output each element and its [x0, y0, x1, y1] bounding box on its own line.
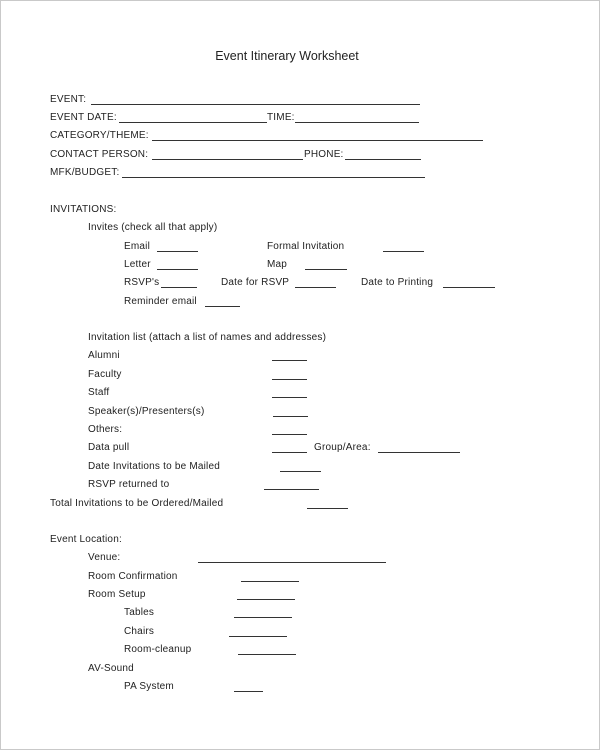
venue-field[interactable]	[198, 562, 386, 563]
group-area-label: Group/Area:	[314, 442, 371, 453]
pa-system-label: PA System	[124, 681, 174, 692]
av-sound-label: AV-Sound	[88, 663, 134, 674]
event-field[interactable]	[91, 104, 420, 105]
tables-field[interactable]	[234, 617, 292, 618]
total-invitations-label: Total Invitations to be Ordered/Mailed	[50, 498, 224, 509]
date-mailed-label: Date Invitations to be Mailed	[88, 461, 220, 472]
invitation-list-label: Invitation list (attach a list of names and addresses)	[88, 332, 327, 343]
event-location-heading: Event Location:	[50, 534, 122, 545]
speakers-label: Speaker(s)/Presenters(s)	[88, 406, 205, 417]
map-label: Map	[267, 259, 288, 270]
category-theme-label: CATEGORY/THEME:	[50, 130, 149, 141]
invitations-heading: INVITATIONS:	[50, 204, 117, 215]
staff-field[interactable]	[272, 397, 307, 398]
page-title: Event Itinerary Worksheet	[215, 49, 359, 63]
event-label: EVENT:	[50, 94, 87, 105]
invites-label: Invites (check all that apply)	[88, 222, 218, 233]
group-area-field[interactable]	[378, 452, 460, 453]
date-for-rsvp-label: Date for RSVP	[221, 277, 290, 288]
email-label: Email	[124, 241, 151, 252]
chairs-field[interactable]	[229, 636, 287, 637]
phone-label: PHONE:	[304, 149, 344, 160]
mfk-budget-field[interactable]	[122, 177, 425, 178]
faculty-label: Faculty	[88, 369, 122, 380]
data-pull-label: Data pull	[88, 442, 130, 453]
alumni-label: Alumni	[88, 350, 120, 361]
letter-label: Letter	[124, 259, 151, 270]
contact-person-field[interactable]	[152, 159, 303, 160]
email-field[interactable]	[157, 251, 198, 252]
data-pull-field[interactable]	[272, 452, 307, 453]
date-for-rsvp-field[interactable]	[295, 287, 336, 288]
reminder-email-label: Reminder email	[124, 296, 197, 307]
others-field[interactable]	[272, 434, 307, 435]
alumni-field[interactable]	[272, 360, 307, 361]
formal-invitation-field[interactable]	[383, 251, 424, 252]
contact-person-label: CONTACT PERSON:	[50, 149, 149, 160]
letter-field[interactable]	[157, 269, 198, 270]
date-to-printing-field[interactable]	[443, 287, 495, 288]
room-confirmation-label: Room Confirmation	[88, 571, 178, 582]
room-setup-field[interactable]	[237, 599, 295, 600]
rsvps-field[interactable]	[161, 287, 197, 288]
reminder-email-field[interactable]	[205, 306, 240, 307]
total-invitations-field[interactable]	[307, 508, 348, 509]
formal-invitation-label: Formal Invitation	[267, 241, 345, 252]
room-cleanup-field[interactable]	[238, 654, 296, 655]
rsvp-returned-field[interactable]	[264, 489, 319, 490]
chairs-label: Chairs	[124, 626, 155, 637]
time-label: TIME:	[267, 112, 295, 123]
pa-system-field[interactable]	[234, 691, 263, 692]
event-date-field[interactable]	[119, 122, 267, 123]
room-cleanup-label: Room-cleanup	[124, 644, 192, 655]
phone-field[interactable]	[345, 159, 421, 160]
rsvps-label: RSVP's	[124, 277, 160, 288]
event-date-label: EVENT DATE:	[50, 112, 117, 123]
tables-label: Tables	[124, 607, 155, 618]
category-theme-field[interactable]	[152, 140, 483, 141]
staff-label: Staff	[88, 387, 110, 398]
date-to-printing-label: Date to Printing	[361, 277, 434, 288]
time-field[interactable]	[295, 122, 419, 123]
room-confirmation-field[interactable]	[241, 581, 299, 582]
rsvp-returned-label: RSVP returned to	[88, 479, 170, 490]
date-mailed-field[interactable]	[280, 471, 321, 472]
mfk-budget-label: MFK/BUDGET:	[50, 167, 120, 178]
venue-label: Venue:	[88, 552, 121, 563]
faculty-field[interactable]	[272, 379, 307, 380]
speakers-field[interactable]	[273, 416, 308, 417]
room-setup-label: Room Setup	[88, 589, 146, 600]
map-field[interactable]	[305, 269, 347, 270]
others-label: Others:	[88, 424, 123, 435]
